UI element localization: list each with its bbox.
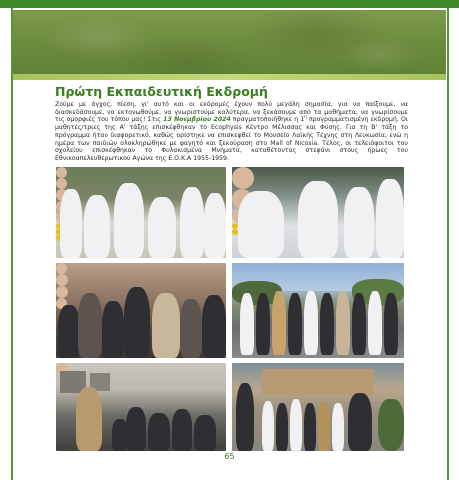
banner-strip — [13, 74, 446, 80]
article-paragraph — [55, 101, 408, 163]
header-banner — [13, 10, 446, 80]
paragraph-intro: Ζούμε με άγχος, πίεση, γι' αυτό και οι εκδρομές έχουν πολύ μεγάλη σημασία, για να παίξουμε, να διασκεδάσουμε, να εκτονωθούμε, να γνωριστούμε καλύτερα, να ξεκάσουμε από τα μαθήματα, να γνωρίσουμε τις ομορφιές του τόπου μας! Στις — [55, 101, 408, 124]
paragraph-after-date: πραγματοποιήθηκε η 1 — [230, 116, 305, 124]
trip-date: 13 Νοεμβρίου 2024 — [163, 116, 231, 124]
top-color-bar — [0, 0, 459, 8]
banner-texture — [13, 10, 446, 80]
photo-beekeeping-group — [56, 167, 226, 258]
photo-beekeeping-closeup — [232, 167, 404, 258]
photo-museum-visit — [56, 363, 226, 451]
paragraph-rest: προγραμματισμένη εκδρομή. Οι μαθητές/τριες της Α' τάξης επισκέφθηκαν το Ecophysis Κέντρο Μέλισσας και Φύσης. Για τη Β' τάξη το πρόγραμμα ήταν διαφορετικό, καθώς ορίστηκε να επισκεφθεί το Μουσείο Λαϊκής Τέχνης στη Λευκωσία, ενώ η ημέρα των παιδιών ολοκληρώθηκε με φαγητό και ξεκούραση στο Mall of Nicosia. Τέλος, οι τελειόφοιτοι του σχολείου επισκέφθηκαν το Φυλακισμένα Μνήματα, καταθέτοντας στεφάνι στους ήρωες του Εθνικοαπελευθερωτικού Αγώνα της Ε.Ο.Κ.Α 1955-1959. — [55, 116, 408, 162]
photo-students-outdoors-line — [232, 263, 404, 358]
ordinal-superscript: η — [304, 114, 307, 120]
page-title: Πρώτη Εκπαιδευτική Εκδρομή — [55, 84, 268, 99]
photo-courtyard-group — [232, 363, 404, 451]
page-number: 65 — [224, 452, 235, 461]
right-margin-rule — [447, 8, 449, 480]
photo-students-indoors — [56, 263, 226, 358]
